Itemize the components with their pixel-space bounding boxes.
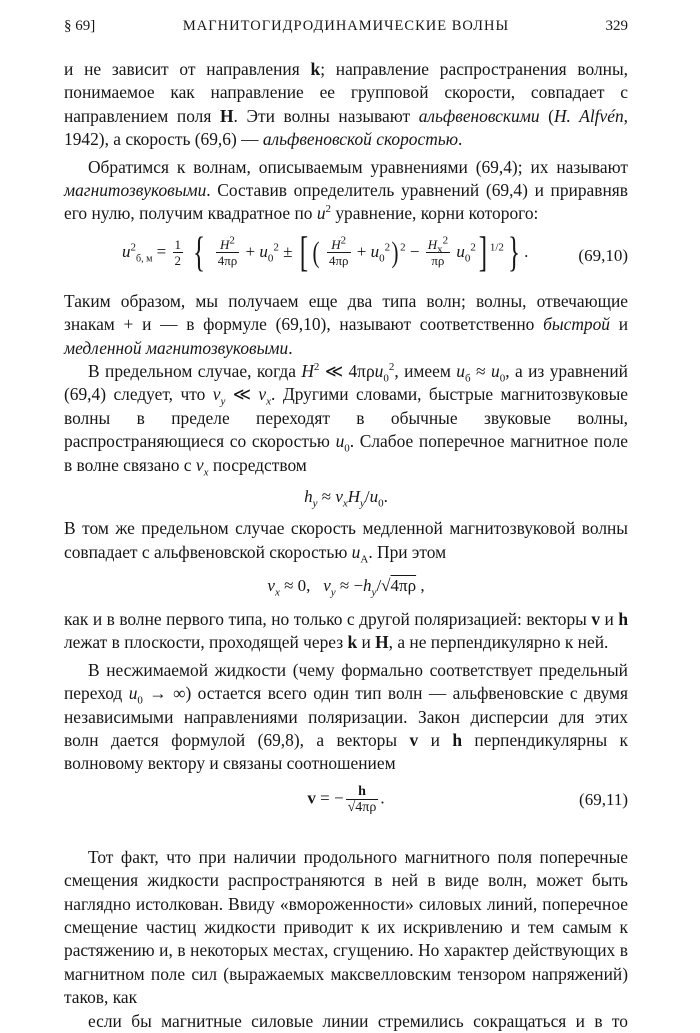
running-title: МАГНИТОГИДРОДИНАМИЧЕСКИЕ ВОЛНЫ [182, 18, 510, 34]
page-number: 329 [605, 18, 628, 34]
paragraph-polarization: как и в волне первого типа, но только с другой поляризацией: векторы v и h лежат в плоскости, проходящей через k и H, а не перпендикулярно к ней. [64, 608, 628, 653]
equation-number-69-10: (69,10) [578, 245, 628, 265]
equation-69-11: v = − $\frac{h}{√4\pi\rho}$ . (69,11) [307, 783, 628, 815]
equation-hy: $h_y \approx v_xH_y/u_0$. [304, 487, 388, 510]
section-marker: § 69] [64, 18, 96, 34]
paragraph-limit-case: В предельном случае, когда $H^2$ ≪ 4πρu$_0^2$, имеем $u_б \approx u_0$, а из уравнений (69,4) следует, что $v_y$ ≪ $v_x$. Другими словами, быстрые магнитозвуковые волны в пределе переходят в обычные звуковые волны, распространяющиеся со скоростью $u_0$. Слабое поперечное магнитное поле в волне связано с $v_x$ посредством [64, 361, 629, 479]
page-header [64, 18, 628, 42]
equation-69-10: $u^2_{б, м}$ = $\frac{1}{2}$ { $\frac{H^2}{4\pi\rho}$ + $u_0^2$ ± [ ( $\frac{H^2}{4\pi\rho}$ + $u_0^2$) $^2$ − $\frac{H_x^2}{\pi\rho}$ $u_0^2$] $^{1/2}$} . (69,10) [122, 229, 628, 276]
paragraph-alfven: и не зависит от направления k; направление распространения волны, понимаемое как направление ее групповой скорости, совпадает с направлением поля H. Эти волны называют альфвеновскими (H. Alfvén, 1942), а скорость (69,6) — альфвеновской скоростью. [64, 59, 629, 150]
equation-number-69-11: (69,11) [579, 789, 628, 809]
paragraph-slow-wave: В том же предельном случае скорость медленной магнитозвуковой волны совпадает с альфвеновской скоростью $u_A$. При этом [64, 518, 628, 565]
page-body [64, 58, 628, 1033]
paragraph-magnetosonic: Обратимся к волнам, описываемым уравнениями (69,4); их называют магнитозвуковыми. Составив определитель уравнений (69,4) и приравняв его нулю, получим квадратное по $u^2$ уравнение, корни которого: [64, 156, 628, 224]
paragraph-two-types: Таким образом, мы получаем еще два типа волн; волны, отвечающие знакам + и — в формуле (69,10), называют соответственно быстрой и медленной магнитозвуковыми. [64, 290, 629, 358]
equation-slow-limit: $v_x \approx 0$, $v_y \approx -h_y/√4\pi\rho$ , [267, 575, 425, 599]
paragraph-incompressible: В несжимаемой жидкости (чему формально соответствует предельный переход $u_0$ → ∞) остается всего один тип волн — альфвеновские с двумя независимыми направлениями поляризации. Закон дисперсии для этих волн дается формулой (69,8), а векторы v и h перпендикулярны к волновому вектору и связаны соотношением [64, 659, 628, 774]
paragraph-frozen-lines: Тот факт, что при наличии продольного магнитного поля поперечные смещения жидкости распространяются в ней в виде волн, может быть наглядно истолкован. Ввиду «вмороженности» силовых линий, поперечное смещение частиц жидкости приводит к их искривлению и тем самым к растяжению и, в некоторых местах, сгущению. Но характер действующих в магнитном поле сил (выражаемых максвелловским тензором напряжений) таков, как если бы магнитные силовые линии стремились сокращаться и в то [64, 846, 628, 1031]
